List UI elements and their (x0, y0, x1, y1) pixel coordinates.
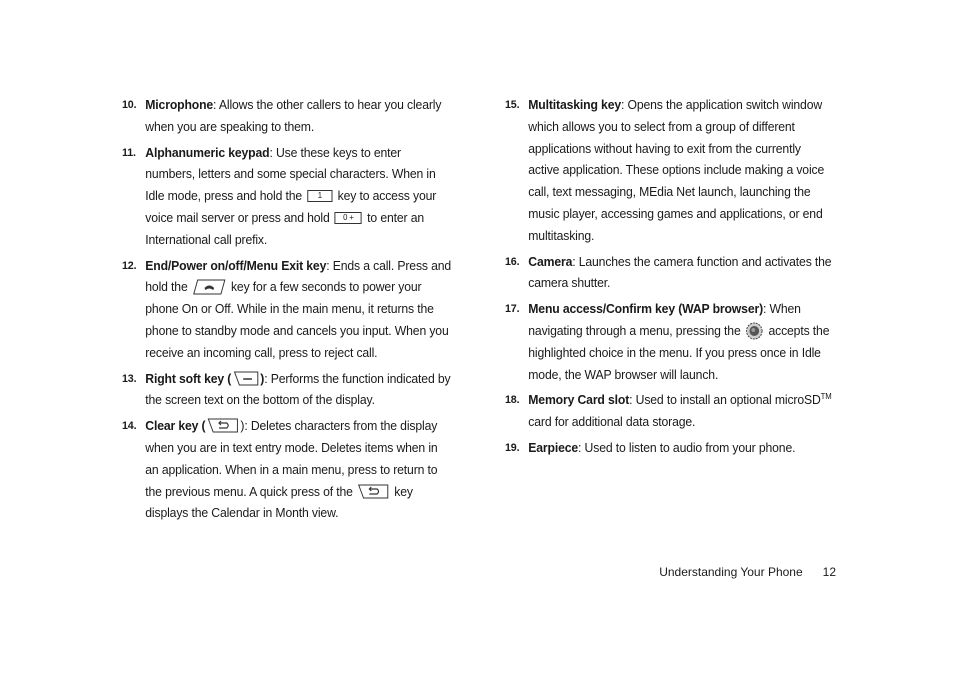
item-text: : Used to install an optional microSD (629, 393, 821, 408)
confirm-key-icon (746, 322, 763, 340)
item-term: Alphanumeric keypad (145, 145, 270, 160)
clear-key-icon (358, 484, 389, 499)
item-number: 14. (122, 420, 137, 433)
item-term: Right soft key ( (145, 371, 232, 386)
zero-plus-key-icon: 0 + (335, 212, 362, 224)
item-text: ): Deletes characters from the display when you are in text entry mode. Deletes items when in an application. When in a main menu, press to return to the previous menu. A quick press of the (145, 419, 438, 499)
item-number: 18. (505, 394, 520, 407)
item-term: End/Power on/off/Menu Exit key (145, 258, 327, 273)
item-text: : Allows the other callers to hear you clearly when you are speaking to them. (145, 98, 442, 134)
list-item-microphone (122, 95, 452, 139)
item-number: 19. (505, 441, 520, 454)
list-item-clear-key (122, 416, 452, 525)
one-key-icon: 1 (307, 190, 332, 202)
right-soft-key-icon (233, 371, 258, 386)
list-item-earpiece (505, 438, 835, 460)
item-number: 11. (122, 146, 136, 159)
item-number: 10. (122, 99, 137, 111)
item-text: key displays the Calendar in Month view. (145, 484, 413, 521)
list-item-camera (505, 252, 835, 296)
list-item-right-soft-key (122, 369, 452, 413)
left-column (122, 95, 462, 529)
item-text: : Use these keys to enter numbers, letters and some special characters. When in Idle mode, press and hold the (145, 145, 436, 204)
item-text: : When navigating through a menu, pressing the (528, 302, 801, 338)
item-number: 16. (505, 255, 520, 268)
item-term: Clear key ( (145, 419, 206, 434)
item-term: Memory Card slot (528, 393, 630, 408)
list-item-multitasking-key (505, 95, 835, 248)
item-number: 12. (122, 259, 137, 272)
footer-section-title: Understanding Your Phone (659, 565, 803, 579)
item-text: key to access your voice mail server or press and hold (145, 189, 437, 225)
list-item-menu-confirm-key (505, 299, 835, 386)
item-text: : Performs the function indicated by the screen text on the bottom of the display. (145, 371, 451, 408)
item-text: : Ends a call. Press and hold the (145, 258, 452, 295)
page-number: 12 (822, 565, 836, 579)
item-term-end: ) (260, 371, 265, 386)
item-text: key for a few seconds to power your phone On or Off. While in the main menu, it returns the phone to standby mode and cancels you input. When you receive an incoming call, press to reject call. (145, 280, 449, 360)
item-term: Camera (528, 254, 573, 269)
item-term: Earpiece (528, 440, 579, 455)
item-text: to enter an International call prefix. (145, 210, 425, 247)
list-item-memory-card-slot (505, 390, 835, 434)
list-item-alphanumeric-keypad (122, 143, 452, 252)
page-footer (0, 565, 836, 579)
clear-key-icon (207, 418, 238, 433)
list-item-end-power-key (122, 256, 452, 365)
item-term: Microphone (145, 98, 214, 112)
item-text: : Opens the application switch window which allows you to select from a group of different applications without having to exit from the currently active application. These options include making a voice call, text messaging, MEdia Net launch, launching the music player, accessing games and applications, or end multitasking. (528, 98, 825, 243)
item-text: accepts the highlighted choice in the menu. If you press once in Idle mode, the WAP browser will launch. (528, 323, 830, 382)
right-column (505, 95, 845, 464)
item-number: 17. (505, 303, 520, 316)
item-text: card for additional data storage. (528, 415, 696, 430)
item-text: : Used to listen to audio from your phone. (578, 440, 796, 455)
item-number: 13. (122, 372, 137, 385)
item-term: Menu access/Confirm key (WAP browser) (528, 302, 764, 317)
trademark-sup: TM (820, 392, 832, 402)
item-number: 15. (505, 99, 520, 111)
item-term: Multitasking key (528, 98, 621, 112)
item-text: : Launches the camera function and activates the camera shutter. (528, 254, 832, 291)
end-power-key-icon (193, 279, 226, 295)
